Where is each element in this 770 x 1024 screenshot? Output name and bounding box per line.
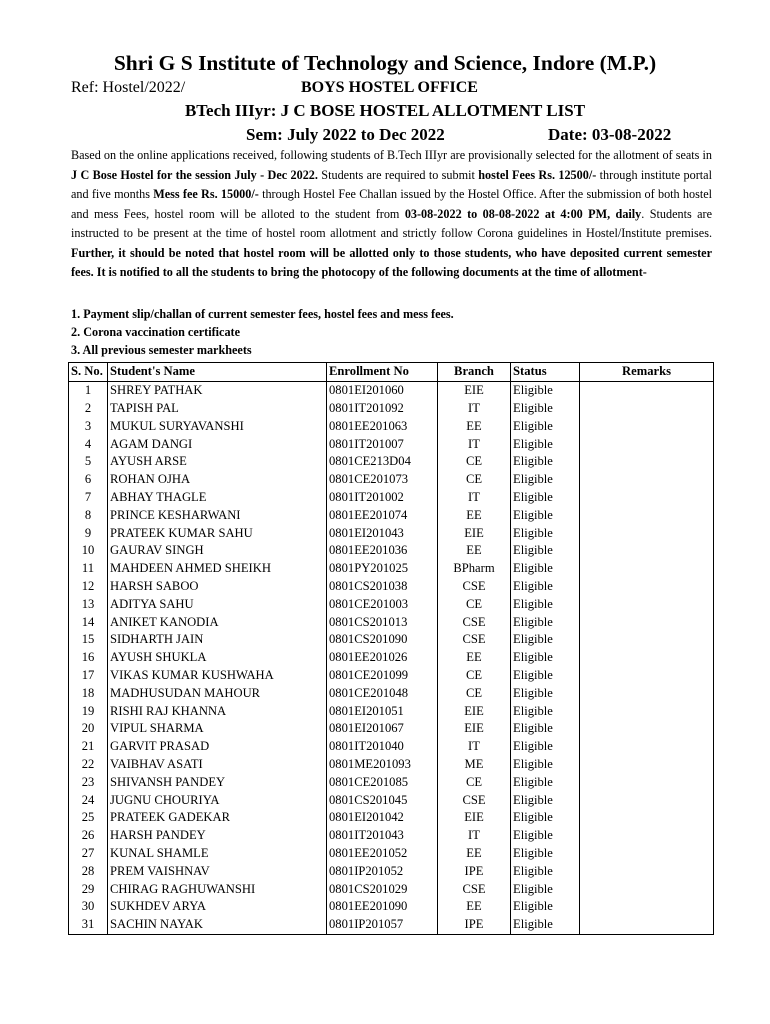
status-cell: Eligible <box>511 880 580 898</box>
table-row <box>69 684 714 702</box>
branch-cell: IT <box>438 489 511 507</box>
branch-cell: EIE <box>438 381 511 399</box>
enrollment-no-cell: 0801EE201036 <box>327 542 438 560</box>
table-row <box>69 880 714 898</box>
branch-cell: BPharm <box>438 560 511 578</box>
branch-cell: IPE <box>438 916 511 934</box>
student-name-cell: HARSH PANDEY <box>108 827 327 845</box>
status-cell: Eligible <box>511 631 580 649</box>
remarks-cell <box>580 756 714 774</box>
notice-bold-3: Mess fee Rs. 15000/- <box>153 187 259 201</box>
branch-cell: CE <box>438 773 511 791</box>
student-name-cell: JUGNU CHOURIYA <box>108 791 327 809</box>
table-row <box>69 773 714 791</box>
branch-cell: CE <box>438 667 511 685</box>
status-cell: Eligible <box>511 702 580 720</box>
branch-cell: CSE <box>438 791 511 809</box>
remarks-cell <box>580 417 714 435</box>
table-row <box>69 453 714 471</box>
table-row <box>69 809 714 827</box>
table-row <box>69 720 714 738</box>
status-cell: Eligible <box>511 898 580 916</box>
remarks-cell <box>580 773 714 791</box>
enrollment-no-cell: 0801CE201099 <box>327 667 438 685</box>
table-row <box>69 631 714 649</box>
enrollment-no-cell: 0801CE201003 <box>327 595 438 613</box>
status-cell: Eligible <box>511 720 580 738</box>
serial-no-cell: 1 <box>69 381 108 399</box>
serial-no-cell: 7 <box>69 489 108 507</box>
status-cell: Eligible <box>511 684 580 702</box>
table-row <box>69 489 714 507</box>
status-cell: Eligible <box>511 471 580 489</box>
enrollment-no-cell: 0801IT201092 <box>327 400 438 418</box>
table-row <box>69 649 714 667</box>
table-row <box>69 381 714 399</box>
header-branch: Branch <box>438 363 511 382</box>
enrollment-no-cell: 0801EE201090 <box>327 898 438 916</box>
remarks-cell <box>580 489 714 507</box>
enrollment-no-cell: 0801IT201043 <box>327 827 438 845</box>
remarks-cell <box>580 400 714 418</box>
student-name-cell: ABHAY THAGLE <box>108 489 327 507</box>
enrollment-no-cell: 0801EE201052 <box>327 845 438 863</box>
enrollment-no-cell: 0801CS201045 <box>327 791 438 809</box>
remarks-cell <box>580 916 714 934</box>
student-name-cell: SUKHDEV ARYA <box>108 898 327 916</box>
notice-bold-5: Further, it should be noted that hostel room will be allotted only to those students, who have deposited current semester fees. It is notified to all the students to bring the photocopy of the following documents at the time of allotment- <box>71 245 712 279</box>
enrollment-no-cell: 0801EI201043 <box>327 524 438 542</box>
serial-no-cell: 27 <box>69 845 108 863</box>
status-cell: Eligible <box>511 916 580 934</box>
serial-no-cell: 16 <box>69 649 108 667</box>
status-cell: Eligible <box>511 560 580 578</box>
enrollment-no-cell: 0801CE201073 <box>327 471 438 489</box>
student-name-cell: SHREY PATHAK <box>108 381 327 399</box>
student-name-cell: GAURAV SINGH <box>108 542 327 560</box>
table-header-row <box>69 363 714 382</box>
enrollment-no-cell: 0801IT201007 <box>327 435 438 453</box>
table-row <box>69 791 714 809</box>
remarks-cell <box>580 560 714 578</box>
enrollment-no-cell: 0801EI201042 <box>327 809 438 827</box>
status-cell: Eligible <box>511 738 580 756</box>
enrollment-no-cell: 0801EE201074 <box>327 506 438 524</box>
remarks-cell <box>580 381 714 399</box>
student-name-cell: SACHIN NAYAK <box>108 916 327 934</box>
serial-no-cell: 17 <box>69 667 108 685</box>
student-name-cell: ADITYA SAHU <box>108 595 327 613</box>
branch-cell: IPE <box>438 862 511 880</box>
branch-cell: CE <box>438 453 511 471</box>
document-item-1: 1. Payment slip/challan of current semester fees, hostel fees and mess fees. <box>71 307 454 321</box>
remarks-cell <box>580 702 714 720</box>
serial-no-cell: 4 <box>69 435 108 453</box>
branch-cell: EIE <box>438 809 511 827</box>
branch-cell: EE <box>438 417 511 435</box>
table-row <box>69 613 714 631</box>
status-cell: Eligible <box>511 524 580 542</box>
serial-no-cell: 29 <box>69 880 108 898</box>
serial-no-cell: 23 <box>69 773 108 791</box>
table-row <box>69 595 714 613</box>
status-cell: Eligible <box>511 417 580 435</box>
table-row <box>69 667 714 685</box>
notice-text-4: through Hostel Fee Challan issued by the Hostel Office. After the submission of both hostel and mess Fees, hostel room will be alloted to the student from <box>71 187 713 221</box>
status-cell: Eligible <box>511 578 580 596</box>
enrollment-no-cell: 0801CE201085 <box>327 773 438 791</box>
enrollment-no-cell: 0801EE201026 <box>327 649 438 667</box>
institute-title: Shri G S Institute of Technology and Science, Indore (M.P.) <box>113 51 657 75</box>
branch-cell: CSE <box>438 613 511 631</box>
table-row <box>69 471 714 489</box>
serial-no-cell: 8 <box>69 506 108 524</box>
student-name-cell: RISHI RAJ KHANNA <box>108 702 327 720</box>
serial-no-cell: 19 <box>69 702 108 720</box>
allotment-table <box>68 362 714 935</box>
enrollment-no-cell: 0801PY201025 <box>327 560 438 578</box>
remarks-cell <box>580 684 714 702</box>
remarks-cell <box>580 667 714 685</box>
enrollment-no-cell: 0801CS201090 <box>327 631 438 649</box>
student-name-cell: KUNAL SHAMLE <box>108 845 327 863</box>
date-label: Date: 03-08-2022 <box>548 125 672 144</box>
table-row <box>69 417 714 435</box>
table-row <box>69 916 714 934</box>
branch-cell: EE <box>438 506 511 524</box>
branch-cell: CE <box>438 471 511 489</box>
serial-no-cell: 28 <box>69 862 108 880</box>
student-name-cell: AYUSH ARSE <box>108 453 327 471</box>
table-row <box>69 578 714 596</box>
branch-cell: IT <box>438 827 511 845</box>
status-cell: Eligible <box>511 773 580 791</box>
student-name-cell: TAPISH PAL <box>108 400 327 418</box>
notice-paragraph <box>71 146 712 283</box>
enrollment-no-cell: 0801ME201093 <box>327 756 438 774</box>
serial-no-cell: 15 <box>69 631 108 649</box>
student-name-cell: MAHDEEN AHMED SHEIKH <box>108 560 327 578</box>
branch-cell: ME <box>438 756 511 774</box>
status-cell: Eligible <box>511 400 580 418</box>
status-cell: Eligible <box>511 667 580 685</box>
status-cell: Eligible <box>511 862 580 880</box>
branch-cell: EIE <box>438 702 511 720</box>
branch-cell: CSE <box>438 631 511 649</box>
header-status: Status <box>511 363 580 382</box>
status-cell: Eligible <box>511 827 580 845</box>
serial-no-cell: 6 <box>69 471 108 489</box>
student-name-cell: MUKUL SURYAVANSHI <box>108 417 327 435</box>
branch-cell: EIE <box>438 720 511 738</box>
status-cell: Eligible <box>511 756 580 774</box>
serial-no-cell: 12 <box>69 578 108 596</box>
serial-no-cell: 26 <box>69 827 108 845</box>
serial-no-cell: 24 <box>69 791 108 809</box>
serial-no-cell: 9 <box>69 524 108 542</box>
serial-no-cell: 20 <box>69 720 108 738</box>
table-row <box>69 435 714 453</box>
office-name: BOYS HOSTEL OFFICE <box>301 79 478 96</box>
branch-cell: EE <box>438 542 511 560</box>
remarks-cell <box>580 720 714 738</box>
document-item-2: 2. Corona vaccination certificate <box>71 325 241 339</box>
student-name-cell: PRATEEK KUMAR SAHU <box>108 524 327 542</box>
document-item-3: 3. All previous semester markheets <box>71 343 252 357</box>
remarks-cell <box>580 435 714 453</box>
student-name-cell: HARSH SABOO <box>108 578 327 596</box>
serial-no-cell: 22 <box>69 756 108 774</box>
remarks-cell <box>580 845 714 863</box>
enrollment-no-cell: 0801EI201051 <box>327 702 438 720</box>
branch-cell: CE <box>438 595 511 613</box>
table-row <box>69 898 714 916</box>
branch-cell: CE <box>438 684 511 702</box>
remarks-cell <box>580 631 714 649</box>
branch-cell: IT <box>438 400 511 418</box>
student-name-cell: SHIVANSH PANDEY <box>108 773 327 791</box>
semester-label: Sem: July 2022 to Dec 2022 <box>246 125 445 144</box>
table-row <box>69 756 714 774</box>
remarks-cell <box>580 898 714 916</box>
table-row <box>69 827 714 845</box>
serial-no-cell: 10 <box>69 542 108 560</box>
student-name-cell: ANIKET KANODIA <box>108 613 327 631</box>
status-cell: Eligible <box>511 542 580 560</box>
table-row <box>69 702 714 720</box>
reference-number: Ref: Hostel/2022/ <box>71 79 186 96</box>
branch-cell: EE <box>438 845 511 863</box>
table-row <box>69 400 714 418</box>
serial-no-cell: 30 <box>69 898 108 916</box>
status-cell: Eligible <box>511 845 580 863</box>
enrollment-no-cell: 0801IT201002 <box>327 489 438 507</box>
remarks-cell <box>580 880 714 898</box>
student-name-cell: AYUSH SHUKLA <box>108 649 327 667</box>
enrollment-no-cell: 0801EI201060 <box>327 381 438 399</box>
enrollment-no-cell: 0801CE213D04 <box>327 453 438 471</box>
status-cell: Eligible <box>511 595 580 613</box>
status-cell: Eligible <box>511 506 580 524</box>
serial-no-cell: 31 <box>69 916 108 934</box>
enrollment-no-cell: 0801CS201013 <box>327 613 438 631</box>
status-cell: Eligible <box>511 453 580 471</box>
status-cell: Eligible <box>511 791 580 809</box>
enrollment-no-cell: 0801IT201040 <box>327 738 438 756</box>
status-cell: Eligible <box>511 489 580 507</box>
serial-no-cell: 14 <box>69 613 108 631</box>
status-cell: Eligible <box>511 381 580 399</box>
enrollment-no-cell: 0801EE201063 <box>327 417 438 435</box>
serial-no-cell: 11 <box>69 560 108 578</box>
remarks-cell <box>580 471 714 489</box>
enrollment-no-cell: 0801CS201038 <box>327 578 438 596</box>
remarks-cell <box>580 809 714 827</box>
serial-no-cell: 18 <box>69 684 108 702</box>
enrollment-no-cell: 0801IP201057 <box>327 916 438 934</box>
notice-text-3: through institute portal and five months <box>71 167 712 201</box>
table-row <box>69 845 714 863</box>
student-name-cell: ROHAN OJHA <box>108 471 327 489</box>
enrollment-no-cell: 0801IP201052 <box>327 862 438 880</box>
remarks-cell <box>580 649 714 667</box>
student-name-cell: VIPUL SHARMA <box>108 720 327 738</box>
table-row <box>69 560 714 578</box>
enrollment-no-cell: 0801CS201029 <box>327 880 438 898</box>
student-name-cell: PRINCE KESHARWANI <box>108 506 327 524</box>
remarks-cell <box>580 791 714 809</box>
remarks-cell <box>580 595 714 613</box>
remarks-cell <box>580 524 714 542</box>
remarks-cell <box>580 542 714 560</box>
table-row <box>69 862 714 880</box>
remarks-cell <box>580 453 714 471</box>
table-row <box>69 524 714 542</box>
branch-cell: IT <box>438 435 511 453</box>
student-name-cell: VIKAS KUMAR KUSHWAHA <box>108 667 327 685</box>
student-name-cell: PRATEEK GADEKAR <box>108 809 327 827</box>
status-cell: Eligible <box>511 649 580 667</box>
header-remarks: Remarks <box>580 363 714 382</box>
branch-cell: EE <box>438 649 511 667</box>
enrollment-no-cell: 0801EI201067 <box>327 720 438 738</box>
serial-no-cell: 3 <box>69 417 108 435</box>
notice-text-2: Students are required to submit <box>317 167 479 182</box>
status-cell: Eligible <box>511 435 580 453</box>
serial-no-cell: 2 <box>69 400 108 418</box>
table-row <box>69 506 714 524</box>
branch-cell: CSE <box>438 578 511 596</box>
table-body <box>69 381 714 934</box>
branch-cell: IT <box>438 738 511 756</box>
status-cell: Eligible <box>511 809 580 827</box>
notice-bold-2: hostel Fees Rs. 12500/- <box>478 167 597 182</box>
serial-no-cell: 25 <box>69 809 108 827</box>
student-name-cell: PREM VAISHNAV <box>108 862 327 880</box>
remarks-cell <box>580 578 714 596</box>
student-name-cell: AGAM DANGI <box>108 435 327 453</box>
notice-text-5: . Students are instructed to be present at the time of hostel room allotment and strictly follow Corona guidelines in Hostel/Institute premises. <box>71 206 712 240</box>
student-name-cell: VAIBHAV ASATI <box>108 756 327 774</box>
student-name-cell: CHIRAG RAGHUWANSHI <box>108 880 327 898</box>
remarks-cell <box>580 613 714 631</box>
student-name-cell: SIDHARTH JAIN <box>108 631 327 649</box>
status-cell: Eligible <box>511 613 580 631</box>
remarks-cell <box>580 738 714 756</box>
serial-no-cell: 13 <box>69 595 108 613</box>
serial-no-cell: 5 <box>69 453 108 471</box>
student-name-cell: MADHUSUDAN MAHOUR <box>108 684 327 702</box>
student-name-cell: GARVIT PRASAD <box>108 738 327 756</box>
table-row <box>69 542 714 560</box>
remarks-cell <box>580 862 714 880</box>
notice-bold-4: 03-08-2022 to 08-08-2022 at 4:00 PM, daily <box>404 206 642 221</box>
allotment-title: BTech IIIyr: J C BOSE HOSTEL ALLOTMENT LIST <box>184 101 586 120</box>
branch-cell: EE <box>438 898 511 916</box>
notice-bold-1: J C Bose Hostel for the session July - Dec 2022. <box>71 167 318 182</box>
serial-no-cell: 21 <box>69 738 108 756</box>
remarks-cell <box>580 827 714 845</box>
table-row <box>69 738 714 756</box>
branch-cell: EIE <box>438 524 511 542</box>
branch-cell: CSE <box>438 880 511 898</box>
notice-text-1: Based on the online applications received, following students of B.Tech IIIyr are provisionally selected for the allotment of seats in <box>71 148 712 162</box>
enrollment-no-cell: 0801CE201048 <box>327 684 438 702</box>
header-student-name: Student's Name <box>108 363 327 382</box>
remarks-cell <box>580 506 714 524</box>
header-serial-no: S. No. <box>69 363 108 382</box>
header-enrollment-no: Enrollment No <box>327 363 438 382</box>
